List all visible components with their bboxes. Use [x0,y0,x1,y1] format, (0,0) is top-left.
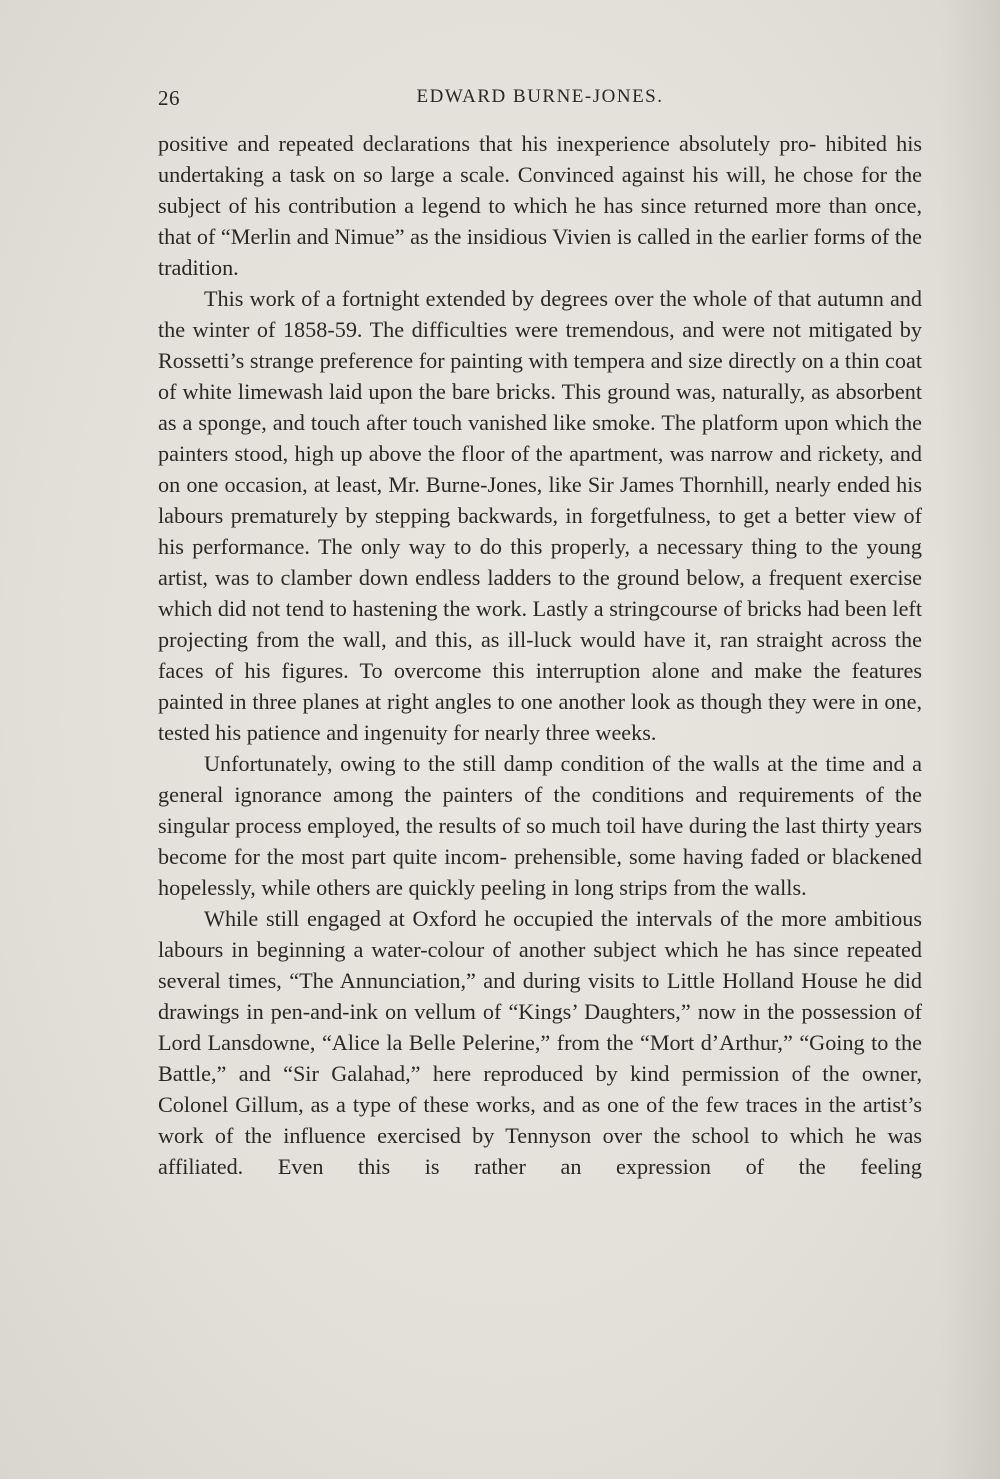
running-head: EDWARD BURNE-JONES. [416,86,664,107]
page-number: 26 [158,86,180,110]
page-header [158,86,922,116]
paragraph-continued: positive and repeated declarations that his inexperience absolutely pro- hibited his undertaking a task on so large a scale. Convinced against his will, he chose for the subject of his contribution a legend to which he has since returned more than once, that of “Merlin and Nimue” as the insidious Vivien is called in the earlier forms of the tradition. [158,131,922,280]
paragraph: Unfortunately, owing to the still damp condition of the walls at the time and a general ignorance among the painters of the conditions and requirements of the singular process employed, the results of so much toil have during the last thirty years become for the most part quite incom- prehensible, some having faded or blackened hopelessly, while others are quickly peeling in long strips from the walls. [158,751,922,900]
page-edge-shadow [940,0,1000,1479]
body-text [158,128,922,1182]
paragraph: This work of a fortnight extended by degrees over the whole of that autumn and the winter of 1858-59. The difficulties were tremendous, and were not mitigated by Rossetti’s strange preference for painting with tempera and size directly on a thin coat of white limewash laid upon the bare bricks. This ground was, naturally, as absorbent as a sponge, and touch after touch vanished like smoke. The platform upon which the painters stood, high up above the floor of the apartment, was narrow and rickety, and on one occasion, at least, Mr. Burne-Jones, like Sir James Thornhill, nearly ended his labours prematurely by stepping backwards, in forgetfulness, to get a better view of his performance. The only way to do this properly, a necessary thing to the young artist, was to clamber down endless ladders to the ground below, a frequent exercise which did not tend to hastening the work. Lastly a stringcourse of bricks had been left projecting from the wall, and this, as ill-luck would have it, ran straight across the faces of his figures. To overcome this interruption alone and make the features painted in three planes at right angles to one another look as though they were in one, tested his patience and ingenuity for nearly three weeks. [158,286,922,745]
paragraph: While still engaged at Oxford he occupied the intervals of the more ambitious labours in beginning a water-colour of another subject which he has since repeated several times, “The Annunciation,” and during visits to Little Holland House he did drawings in pen-and-ink on vellum of “Kings’ Daughters,” now in the possession of Lord Lansdowne, “Alice la Belle Pelerine,” from the “Mort d’Arthur,” “Going to the Battle,” and “Sir Galahad,” here reproduced by kind permission of the owner, Colonel Gillum, as a type of these works, and as one of the few traces in the artist’s work of the influence exercised by Tennyson over the school to which he was affiliated. Even this is rather an expression of the feeling [158,906,922,1179]
